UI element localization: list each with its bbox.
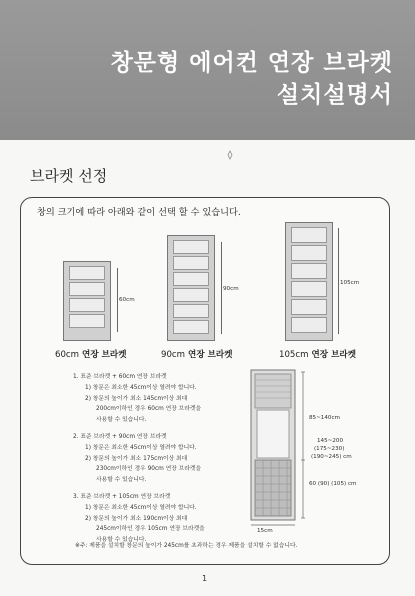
dimension-line-60 [117, 268, 118, 332]
illus-label-top: 85~140cm [309, 415, 341, 421]
bracket-selection-box [20, 197, 390, 565]
illus-label-mid1: 145~200 [317, 438, 344, 444]
page-number: 1 [202, 574, 208, 583]
section-title: 브라켓 선정 [30, 167, 108, 185]
instruction-1-head: 1. 표준 브라켓 + 60cm 연장 브라켓 [73, 374, 167, 380]
small-mark-icon [226, 150, 234, 160]
caption-90-text: 연장 브라켓 [185, 350, 233, 360]
instruction-2-b2: 230cm이하인 경우 90cm 연장 브라켓을 [96, 466, 202, 473]
caption-60cm-bracket [55, 348, 127, 360]
instruction-1-a: 1) 창문은 최소한 45cm이상 열려야 합니다. [85, 384, 197, 391]
instruction-1-b1: 2) 창문의 높이가 최소 145cm이상 최대 [85, 395, 188, 402]
caption-90cm-bracket [161, 348, 233, 360]
bracket-60cm-illustration [63, 261, 111, 341]
illus-label-low: 60 (90) (105) cm [309, 481, 357, 487]
caption-105-size: 105cm [279, 350, 309, 360]
illus-label-mid2: (175~230) [314, 446, 345, 452]
title-banner [0, 0, 415, 140]
instruction-3-head: 3. 표준 브라켓 + 105cm 연장 브라켓 [73, 493, 171, 500]
instruction-2-b1: 2) 창문의 높이가 최소 175cm이상 최대 [85, 455, 188, 462]
caption-60-size: 60cm [55, 350, 80, 360]
caption-90-size: 90cm [161, 350, 186, 360]
instruction-1-b3: 사용할 수 있습니다. [96, 417, 147, 424]
caption-105cm-bracket [279, 348, 356, 360]
note-text: ※주: 제품을 설치할 창문의 높이가 245cm를 초과하는 경우 제품을 설치할 수 없습니다. [75, 543, 298, 549]
caption-60-text: 연장 브라켓 [79, 350, 127, 360]
intro-text: 창의 크기에 따라 아래와 같이 선택 할 수 있습니다. [37, 207, 241, 218]
instruction-2-b3: 사용할 수 있습니다. [96, 477, 147, 484]
bracket-105cm-illustration [285, 222, 333, 341]
dimension-line-90 [221, 242, 222, 334]
caption-105-text: 연장 브라켓 [308, 350, 356, 360]
instruction-1-b2: 200cm이하인 경우 60cm 연장 브라켓을 [96, 406, 202, 413]
instruction-3-b2: 245cm이하인 경우 105cm 연장 브라켓을 [96, 526, 205, 533]
instruction-3-b1: 2) 창문의 높이가 최소 190cm이상 최대 [85, 515, 188, 522]
instruction-3-b3: 사용할 수 있습니다. [96, 537, 147, 544]
bracket-90cm-illustration [167, 235, 215, 341]
dimension-label-90: 90cm [223, 286, 239, 292]
dimension-label-60: 60cm [119, 297, 135, 303]
title-line-2: 설치설명서 [276, 82, 393, 108]
dimension-line-105 [338, 228, 339, 334]
instruction-2-a: 1) 창문은 최소한 45cm이상 열려야 합니다. [85, 444, 197, 451]
illus-label-width: 15cm [257, 528, 273, 534]
instruction-2-head: 2. 표준 브라켓 + 90cm 연장 브라켓 [73, 433, 167, 440]
instruction-3-a: 1) 창문은 최소한 45cm이상 열려야 합니다. [85, 504, 197, 511]
illus-label-mid3: (190~245) cm [311, 454, 352, 460]
title-line-1: 창문형 에어컨 연장 브라켓 [110, 50, 393, 76]
dimension-label-105: 105cm [340, 280, 360, 286]
